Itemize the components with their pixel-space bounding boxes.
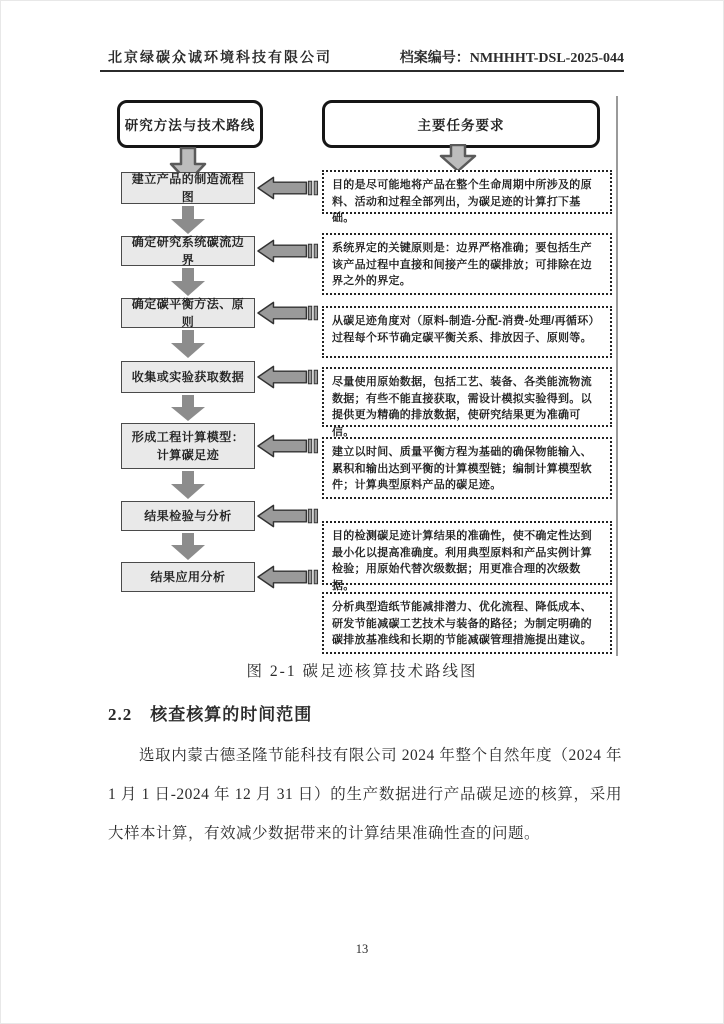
down-arrow-icon [170,268,206,296]
left-arrow-connector-icon [257,433,319,459]
doc-number-value: NMHHHT-DSL-2025-044 [469,51,624,66]
hollow-down-arrow-icon [436,144,480,172]
task-desc-box: 分析典型造纸节能减排潜力、优化流程、降低成本、研发节能减碳工艺技术与装备的路径；为制定明确的碳排放基准线和长期的节能减碳管理措施提出建议。 [322,592,612,654]
left-arrow-connector-icon [257,300,319,326]
section-number: 2.2 [108,705,133,724]
task-desc-box: 目的检测碳足迹计算结果的准确性，使不确定性达到最小化以提高准确度。利用典型原料和产品实例计算检验；用原始代替次级数据；用更准合理的次级数据。 [322,521,612,585]
task-desc-box: 从碳足迹角度对（原料-制造-分配-消费-处理/再循环）过程每个环节确定碳平衡关系、排放因子、原则等。 [322,306,612,358]
flow-step-box: 建立产品的制造流程图 [121,172,255,204]
section-heading [108,700,312,725]
figure-caption: 图 2-1 碳足迹核算技术路线图 [246,663,478,680]
doc-number-label: 档案编号： [399,51,470,66]
body-paragraph: 选取内蒙古德圣隆节能科技有限公司 2024 年整个自然年度（2024 年 1 月 1 日-2024 年 12 月 31 日）的生产数据进行产品碳足迹的核算，采用大样本计算，有效减少数据带来的计算结果准确性查的问题。 [108,747,622,842]
page-number: 13 [355,942,369,956]
flowchart-right-header-box: 主要任务要求 [322,100,600,148]
flow-step-box: 结果应用分析 [121,562,255,592]
task-desc-box: 目的是尽可能地将产品在整个生命周期中所涉及的原料、活动和过程全部列出，为碳足迹的计算打下基础。 [322,170,612,214]
flow-step-box: 确定碳平衡方法、原则 [121,298,255,328]
down-arrow-icon [170,206,206,234]
flowchart-left-header-box: 研究方法与技术路线 [117,100,263,148]
flow-step-box: 形成工程计算模型：计算碳足迹 [121,423,255,469]
task-desc-box: 建立以时间、质量平衡方程为基础的确保物能输入、累积和输出达到平衡的计算模型链；编制计算模型软件；计算典型原料产品的碳足迹。 [322,437,612,499]
header-rule [100,70,624,72]
flow-step-box: 确定研究系统碳流边界 [121,236,255,266]
left-arrow-connector-icon [257,238,319,264]
header-doc-number [400,47,624,67]
down-arrow-icon [170,395,206,421]
figure-right-border [616,96,618,656]
left-arrow-connector-icon [257,564,319,590]
left-arrow-connector-icon [257,503,319,529]
left-arrow-connector-icon [257,364,319,390]
down-arrow-icon [170,330,206,358]
task-desc-box: 尽量使用原始数据，包括工艺、装备、各类能流物流数据；有些不能直接获取，需设计模拟实验得到。以提供更为精确的排放数据，使研究结果更为准确可信。 [322,367,612,427]
task-desc-box: 系统界定的关键原则是：边界严格准确；要包括生产该产品过程中直接和间接产生的碳排放；可排除在边界之外的界定。 [322,233,612,295]
flow-step-box: 结果检验与分析 [121,501,255,531]
flow-step-box: 收集或实验获取数据 [121,361,255,393]
down-arrow-icon [170,533,206,560]
left-arrow-connector-icon [257,175,319,201]
down-arrow-icon [170,471,206,499]
section-title: 核查核算的时间范围 [150,705,313,724]
header-company-name: 北京绿碳众诚环境科技有限公司 [108,51,332,66]
